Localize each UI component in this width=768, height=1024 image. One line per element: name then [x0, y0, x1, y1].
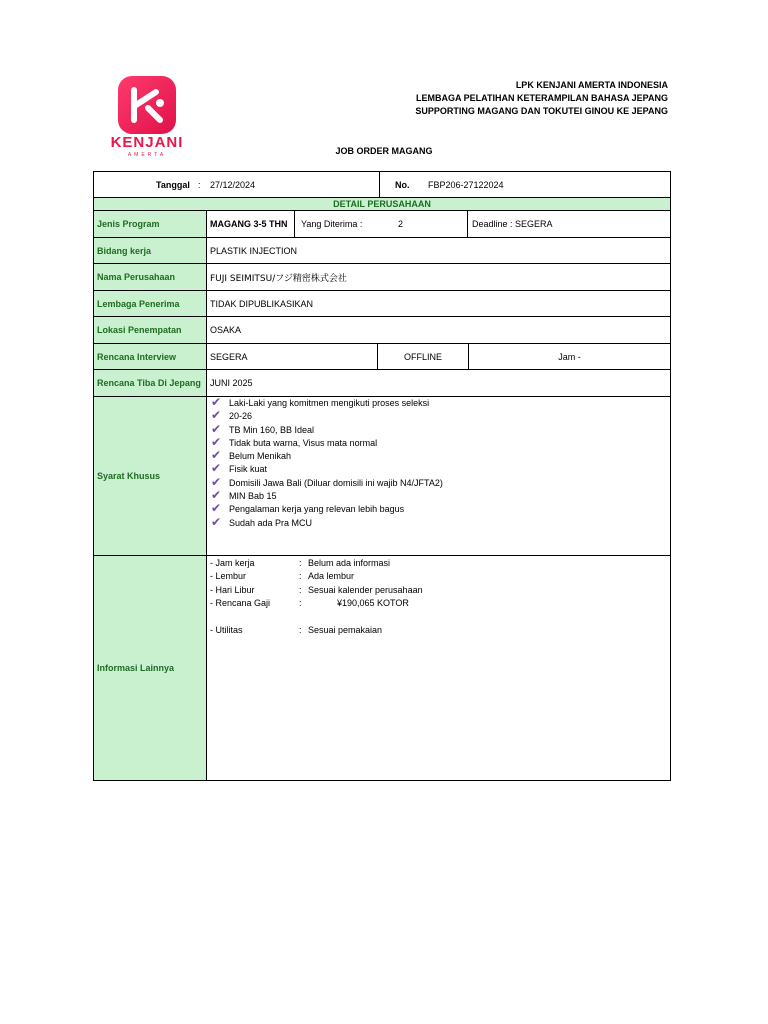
syarat-khusus-label: Syarat Khusus [93, 396, 207, 556]
lokasi-penempatan-value: OSAKA [206, 316, 671, 344]
informasi-lainnya-label: Informasi Lainnya [93, 555, 207, 781]
check-icon: ✔ [211, 488, 222, 503]
list-item: ✔ Tidak buta warna, Visus mata normal [211, 434, 378, 449]
lembaga-penerima-label: Lembaga Penerima [93, 290, 207, 317]
org-name: LPK KENJANI AMERTA INDONESIA [515, 80, 668, 90]
list-item: ✔ Pengalaman kerja yang relevan lebih bagus [211, 501, 405, 516]
logo-subtext: AMERTA [127, 152, 167, 158]
check-icon: ✔ [211, 501, 222, 516]
nama-perusahaan-label: Nama Perusahaan [93, 263, 207, 291]
list-item: ✔ Laki-Laki yang komitmen mengikuti proses seleksi [211, 395, 430, 409]
logo-mark [118, 76, 176, 134]
jenis-program-value: MAGANG 3-5 THN [206, 210, 295, 238]
no-label: No. [395, 180, 410, 190]
no-value: FBP206-27122024 [428, 180, 504, 190]
lokasi-penempatan-label: Lokasi Penempatan [93, 316, 207, 344]
date-cell [93, 171, 380, 198]
bidang-kerja-value: PLASTIK INJECTION [206, 237, 671, 264]
check-icon: ✔ [211, 448, 222, 463]
check-icon: ✔ [211, 421, 222, 436]
nama-perusahaan-value: FUJI SEIMITSU/フジ精密株式会社 [206, 263, 671, 291]
tanggal-value: 27/12/2024 [210, 180, 256, 190]
interview-jam: Jam - [468, 343, 671, 370]
yang-diterima-label: Yang Diterima : [301, 219, 363, 229]
kenjani-logo [104, 76, 190, 156]
check-icon: ✔ [211, 461, 222, 476]
check-icon: ✔ [211, 434, 222, 449]
deadline-value: Deadline : SEGERA [467, 210, 671, 238]
section-title: DETAIL PERUSAHAAN [93, 197, 671, 211]
list-item: ✔ Sudah ada Pra MCU [211, 514, 313, 529]
list-item: ✔ 20-26 [211, 408, 253, 423]
list-item: ✔ Fisik kuat [211, 461, 268, 476]
org-line3: SUPPORTING MAGANG DAN TOKUTEI GINOU KE JEPANG [415, 106, 668, 116]
rencana-interview-label: Rencana Interview [93, 343, 207, 370]
document-title: JOB ORDER MAGANG [335, 146, 433, 156]
check-icon: ✔ [211, 395, 222, 409]
logo-word: KENJANI [110, 134, 184, 151]
tanggal-label: Tanggal [156, 180, 190, 190]
list-item: ✔ Belum Menikah [211, 448, 292, 463]
rencana-tiba-value: JUNI 2025 [206, 369, 671, 397]
jenis-program-label: Jenis Program [93, 210, 207, 238]
number-cell [379, 171, 671, 198]
list-item: ✔ TB Min 160, BB Ideal [211, 421, 315, 436]
check-icon: ✔ [211, 514, 222, 529]
org-line2: LEMBAGA PELATIHAN KETERAMPILAN BAHASA JEPANG [415, 93, 668, 103]
tanggal-colon: : [198, 180, 201, 190]
informasi-lainnya-cell [206, 555, 671, 781]
interview-mode: OFFLINE [377, 343, 469, 370]
list-item: ✔ MIN Bab 15 [211, 488, 277, 503]
yang-diterima-cell [294, 210, 468, 238]
lembaga-penerima-value: TIDAK DIPUBLIKASIKAN [206, 290, 671, 317]
rencana-tiba-label: Rencana Tiba Di Jepang [93, 369, 207, 397]
bidang-kerja-label: Bidang kerja [93, 237, 207, 264]
yang-diterima-value: 2 [398, 219, 404, 229]
list-item: ✔ Domisili Jawa Bali (Diluar domisili ini wajib N4/JFTA2) [211, 474, 443, 489]
rencana-interview-value: SEGERA [206, 343, 378, 370]
syarat-list [208, 397, 443, 530]
check-icon: ✔ [211, 408, 222, 423]
check-icon: ✔ [211, 474, 222, 489]
organization-header [415, 79, 668, 118]
